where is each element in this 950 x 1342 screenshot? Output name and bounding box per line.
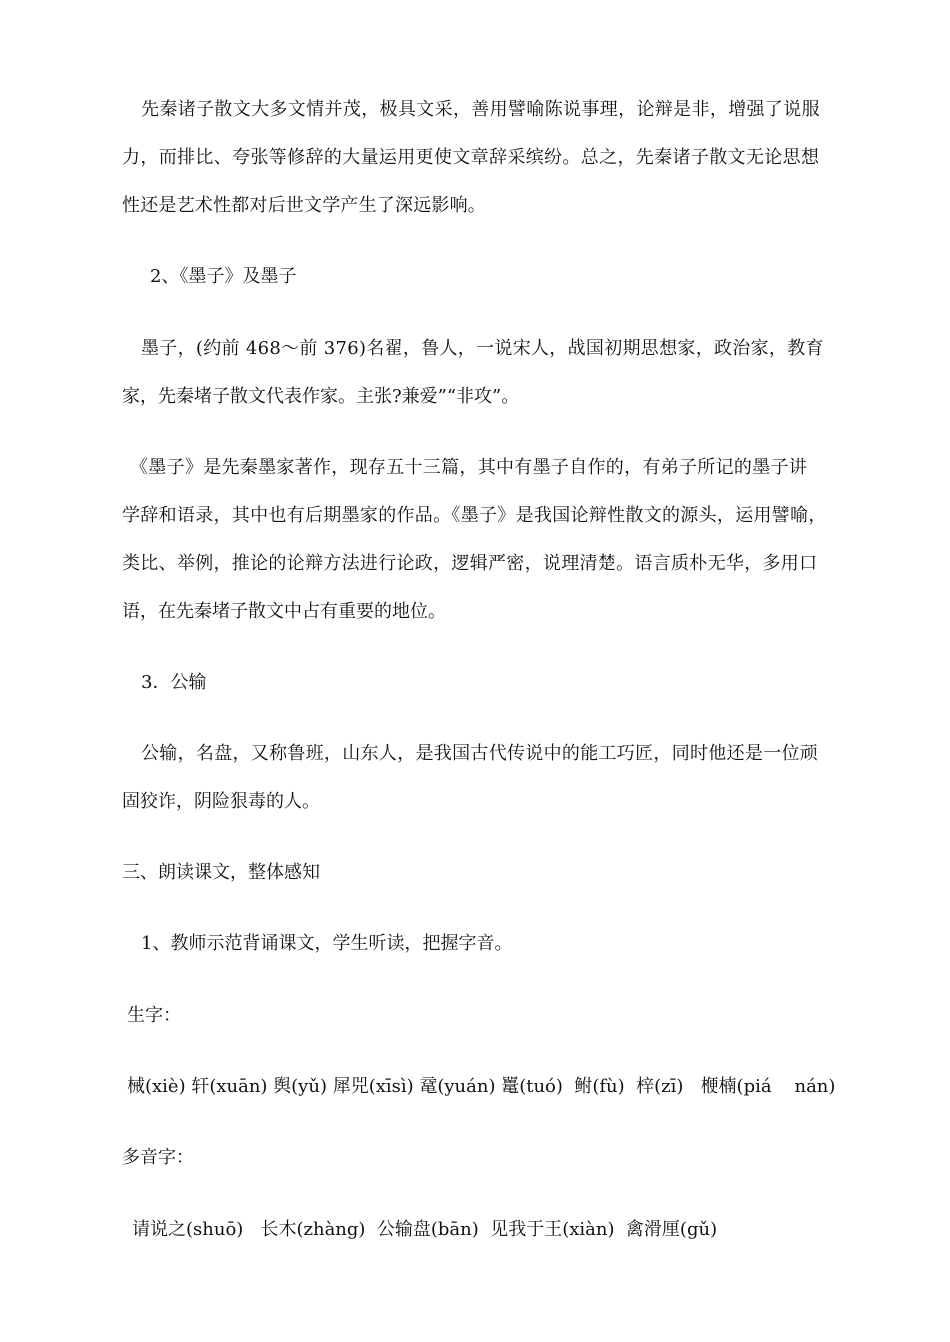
mozi-book-line-2: 学辞和语录，其中也有后期墨家的作品。《墨子》是我国论辩性散文的源头，运用譬喻， bbox=[122, 505, 827, 526]
intro-line-2: 力，而排比、夸张等修辞的大量运用更使文章辞采缤纷。总之，先秦诸子散文无论思想 bbox=[122, 147, 820, 168]
mozi-bio-line-2: 家，先秦堵子散文代表作家。主张?兼爱”“非攻”。 bbox=[122, 386, 520, 407]
mozi-book-line-1: 《墨子》是先秦墨家著作，现存五十三篇，其中有墨子自作的，有弟子所记的墨子讲 bbox=[130, 457, 808, 478]
new-chars-list: 械(xiè) 轩(xuān) 舆(yǔ) 犀兕(xīsì) 鼋(yuán) 鼍(tuó) 鲋(fù) 梓(zī) 楩楠(piá nán) bbox=[127, 1076, 836, 1097]
mozi-book-line-3: 类比、举例，推论的论辩方法进行论政，逻辑严密，说理清楚。语言质朴无华，多用口 bbox=[122, 553, 818, 574]
mozi-heading: 2、《墨子》及墨子 bbox=[150, 266, 297, 287]
section-3-heading: 三、朗读课文，整体感知 bbox=[122, 862, 320, 883]
polyphone-list: 请说之(shuō) 长木(zhàng) 公输盘(bān) 见我于王(xiàn) 禽滑厘(gǔ) bbox=[132, 1219, 718, 1240]
polyphone-label: 多音字： bbox=[122, 1147, 194, 1168]
intro-line-1: 先秦诸子散文大多文情并茂，极具文采，善用譬喻陈说事理，论辩是非，增强了说服 bbox=[141, 99, 820, 120]
gongshu-bio-line-2: 固狡诈，阴险狠毒的人。 bbox=[122, 791, 320, 812]
new-chars-label: 生字： bbox=[127, 1005, 181, 1026]
mozi-bio-line-1: 墨子，(约前 468～前 376)名翟，鲁人，一说宋人，战国初期思想家，政治家，教育 bbox=[141, 338, 824, 359]
mozi-book-line-4: 语，在先秦堵子散文中占有重要的地位。 bbox=[122, 601, 446, 622]
intro-line-3: 性还是艺术性都对后世文学产生了深远影响。 bbox=[122, 195, 486, 216]
gongshu-bio-line-1: 公输，名盘，又称鲁班，山东人，是我国古代传说中的能工巧匠，同时他还是一位顽 bbox=[141, 743, 819, 764]
gongshu-heading: 3．公输 bbox=[141, 672, 207, 693]
step-1-text: 1、教师示范背诵课文，学生听读，把握字音。 bbox=[141, 933, 513, 954]
